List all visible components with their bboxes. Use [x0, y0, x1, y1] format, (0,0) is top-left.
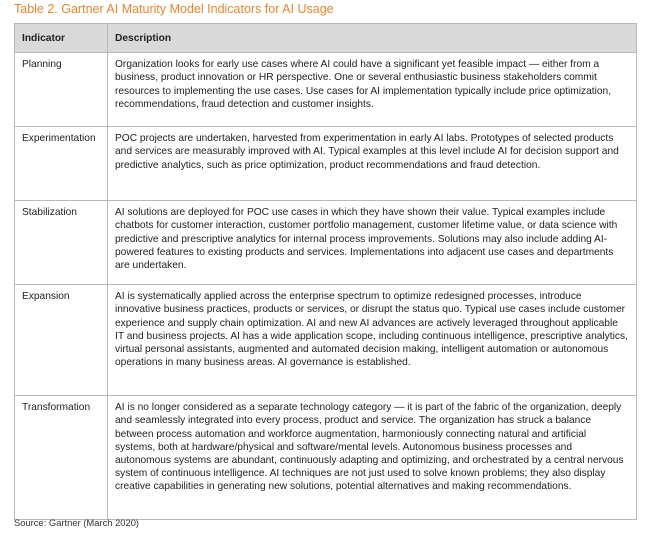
header-description: Description: [108, 24, 637, 53]
source-note: Source: Gartner (March 2020): [14, 517, 140, 528]
description-cell: Organization looks for early use cases where AI could have a significant yet feasible impact — either from a business, product innovation or HR perspective. One or several enthusiastic business stakeholders commit resources to implementing the use cases. Use cases for AI implementation typically include price optimization, recommendations, fraud detection and customer insights.: [108, 53, 637, 127]
table-header-row: [15, 24, 637, 53]
table-row: [15, 53, 637, 127]
description-cell: AI is no longer considered as a separate technology category — it is part of the fabric of the organization, deeply and seamlessly integrated into every process, product and service. The organization has struck a balance between process automation and workforce augmentation, harmoniously connecting natural and artificial systems, both at hardware/physical and software/mental levels. Autonomous business processes and autonomous systems are abundant, continuously adapting and optimizing, and orchestrated by a central nervous system of continuous intelligence. AI techniques are not just used to solve known problems; they also display creative capabilities in generating new solutions, potential alternatives and making recommendations.: [108, 396, 637, 520]
maturity-table: [14, 23, 637, 520]
description-cell: AI solutions are deployed for POC use cases in which they have shown their value. Typical examples include chatbots for customer interaction, customer portfolio management, customer lifetime value, or data science with predictive and prescriptive analytics for internal process improvements. Solutions may also include adding AI-powered features to existing products and services. Implementations into adjacent use cases and departments are undertaken.: [108, 201, 637, 285]
table-row: [15, 201, 637, 285]
table-row: [15, 127, 637, 201]
description-cell: AI is systematically applied across the enterprise spectrum to optimize redesigned processes, introduce innovative business practices, products or services, or disrupt the status quo. Typical use cases include customer experience and supply chain optimization. AI and new AI advances are actively leveraged throughout applicable IT and business projects. AI has a wide application scope, including continuous intelligence, prescriptive analytics, virtual personal assistants, augmented and automated decision making, intelligent automation or autonomous operations in many business areas. AI governance is established.: [108, 285, 637, 396]
table-caption: Table 2. Gartner AI Maturity Model Indicators for AI Usage: [14, 2, 334, 16]
table-row: [15, 285, 637, 396]
indicator-cell: Experimentation: [15, 127, 108, 201]
indicator-cell: Planning: [15, 53, 108, 127]
description-cell: POC projects are undertaken, harvested from experimentation in early AI labs. Prototypes of selected products and services are measurably improved with AI. Typical examples at this level include AI for decision support and predictive analytics, such as price optimization, product recommendations and fraud detection.: [108, 127, 637, 201]
indicator-cell: Expansion: [15, 285, 108, 396]
table-row: [15, 396, 637, 520]
indicator-cell: Stabilization: [15, 201, 108, 285]
header-indicator: Indicator: [15, 24, 108, 53]
indicator-cell: Transformation: [15, 396, 108, 520]
